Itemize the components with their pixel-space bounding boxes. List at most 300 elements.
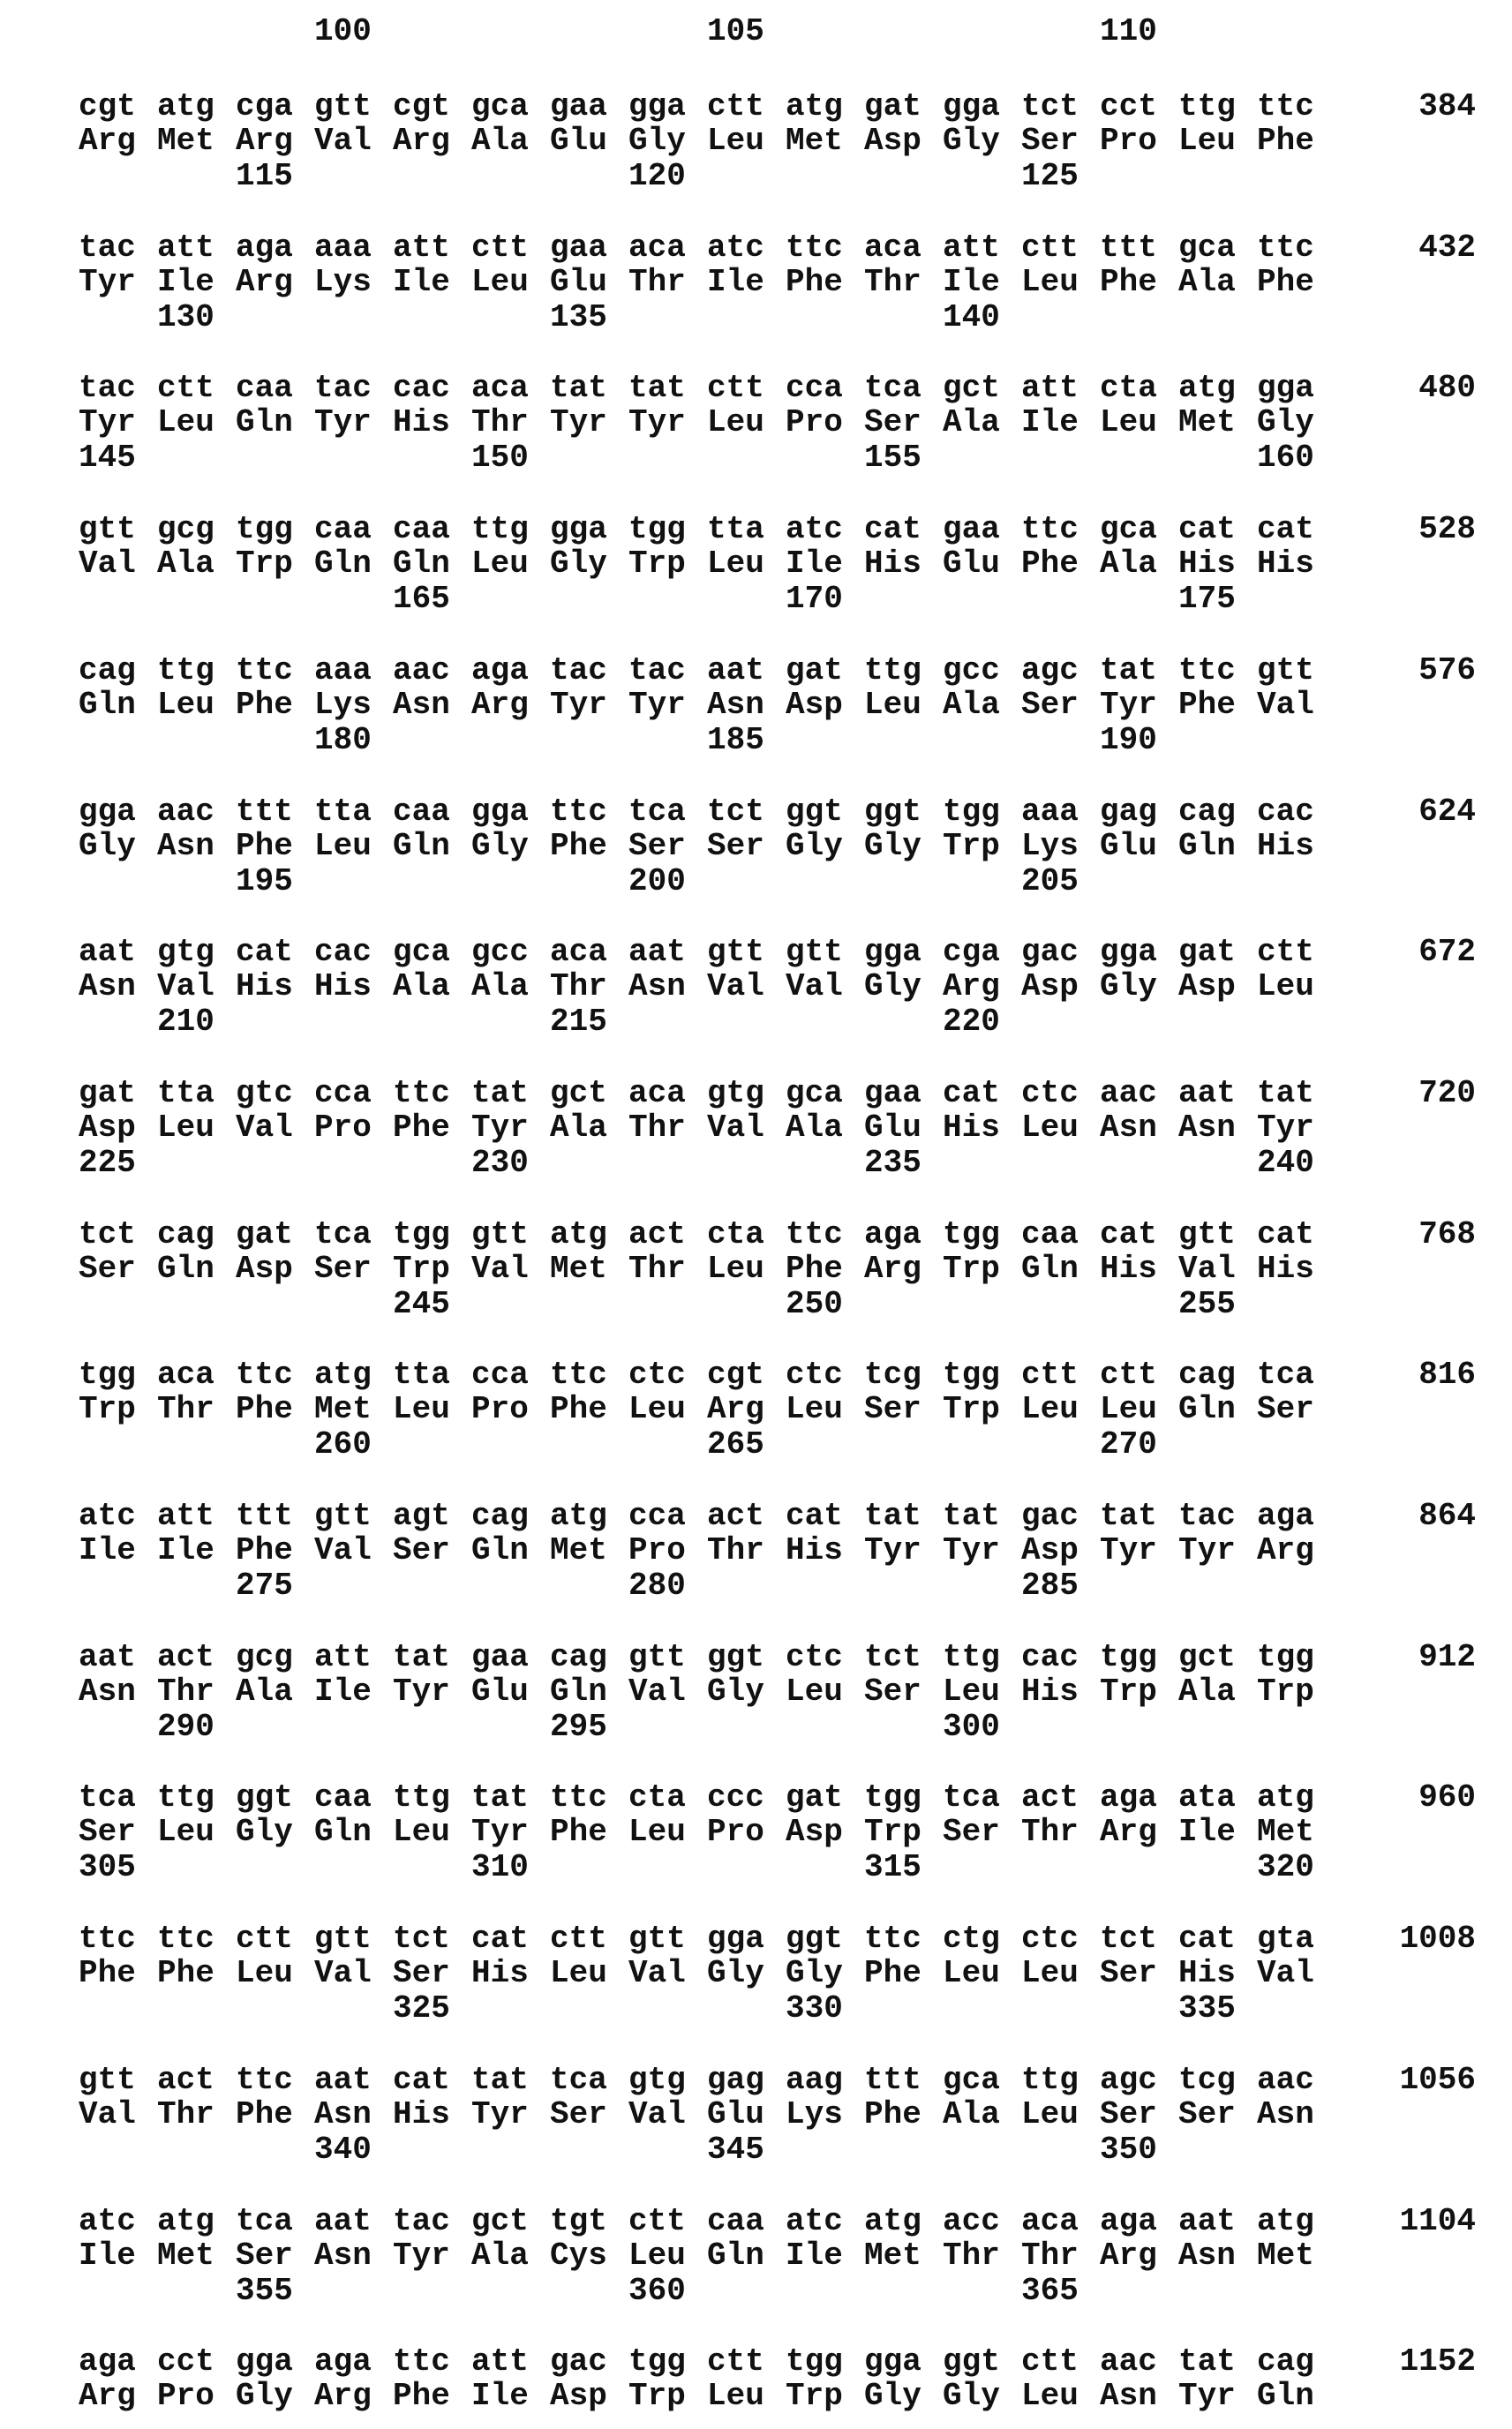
codon: tac (79, 371, 136, 406)
amino-acid: Leu (157, 1815, 214, 1850)
codon: tat (1178, 2344, 1236, 2380)
residue-number: 200 (628, 864, 686, 899)
codon: gca (393, 935, 450, 970)
amino-acid: Val (314, 1533, 372, 1568)
amino-acid: Ala (550, 1110, 607, 1146)
codon: aca (157, 1357, 214, 1393)
codon: gaa (471, 1640, 529, 1675)
amino-acid: Ser (1257, 1392, 1314, 1427)
amino-acid: His (393, 2097, 450, 2132)
codon: cac (314, 935, 372, 970)
amino-acid: Gly (628, 124, 686, 159)
codon: aat (314, 2204, 372, 2239)
amino-acid: Ile (1178, 1815, 1236, 1850)
amino-acid: Leu (1100, 1392, 1157, 1427)
amino-acid: Gly (236, 2379, 293, 2414)
amino-acid: Pro (786, 405, 843, 440)
amino-acid: Ser (236, 2238, 293, 2274)
codon: aac (1100, 1076, 1157, 1111)
amino-acid: Gly (943, 124, 1000, 159)
codon: att (157, 230, 214, 266)
codon: caa (1021, 1217, 1079, 1252)
amino-acid: Asn (1178, 1110, 1236, 1146)
codon: gtt (314, 1921, 372, 1957)
codon: gga (471, 794, 529, 830)
residue-number: 225 (79, 1146, 136, 1181)
codon: ctt (1100, 1357, 1157, 1393)
codon: act (707, 1499, 764, 1534)
codon: att (943, 230, 1000, 266)
amino-acid: Gly (236, 1815, 293, 1850)
amino-acid: Trp (943, 829, 1000, 864)
amino-acid: Arg (1100, 1815, 1157, 1850)
amino-acid: Asn (314, 2097, 372, 2132)
codon: atc (786, 512, 843, 547)
residue-number: 175 (1178, 582, 1236, 617)
amino-acid: Gln (314, 1815, 372, 1850)
residue-number: 155 (864, 440, 921, 476)
codon: cat (1257, 1217, 1314, 1252)
codon: caa (314, 1780, 372, 1816)
amino-acid: Ile (79, 2238, 136, 2274)
amino-acid: Tyr (1178, 2379, 1236, 2414)
amino-acid: Leu (393, 1392, 450, 1427)
amino-acid: Arg (79, 2379, 136, 2414)
codon: gct (550, 1076, 607, 1111)
codon: atg (786, 89, 843, 124)
amino-acid: Phe (157, 1956, 214, 1991)
amino-acid: Phe (1257, 265, 1314, 300)
amino-acid: Met (157, 124, 214, 159)
amino-acid: Tyr (628, 405, 686, 440)
amino-acid: Val (786, 969, 843, 1004)
residue-number: 110 (1100, 14, 1157, 49)
codon: tca (864, 371, 921, 406)
codon: ggt (786, 1921, 843, 1957)
codon: gtg (157, 935, 214, 970)
codon: cat (1257, 512, 1314, 547)
amino-acid: Asp (236, 1252, 293, 1287)
amino-acid: Thr (628, 1110, 686, 1146)
codon: gga (550, 512, 607, 547)
amino-acid: Asp (864, 124, 921, 159)
codon: ttc (157, 1921, 214, 1957)
codon: aca (628, 1076, 686, 1111)
codon: tct (1100, 1921, 1157, 1957)
codon: tat (1100, 1499, 1157, 1534)
codon: att (157, 1499, 214, 1534)
codon: ctt (1021, 1357, 1079, 1393)
nucleotide-position: 720 (1418, 1076, 1476, 1111)
codon: ctt (157, 371, 214, 406)
codon: gca (1100, 512, 1157, 547)
codon: aca (1021, 2204, 1079, 2239)
amino-acid: Leu (393, 1815, 450, 1850)
codon: cat (943, 1076, 1000, 1111)
amino-acid: Trp (236, 546, 293, 582)
amino-acid: Asn (79, 1674, 136, 1710)
amino-acid: Thr (707, 1533, 764, 1568)
amino-acid: Ala (471, 2238, 529, 2274)
amino-acid: Tyr (550, 688, 607, 723)
codon: tta (314, 794, 372, 830)
amino-acid: Gln (550, 1674, 607, 1710)
amino-acid: Ser (864, 1674, 921, 1710)
codon: cac (1257, 794, 1314, 830)
codon: cat (1100, 1217, 1157, 1252)
codon: cga (943, 935, 1000, 970)
codon: cca (471, 1357, 529, 1393)
codon: tgg (943, 794, 1000, 830)
amino-acid: Gly (707, 1956, 764, 1991)
amino-acid: Gln (157, 1252, 214, 1287)
codon: tat (471, 1076, 529, 1111)
amino-acid: Phe (236, 1533, 293, 1568)
amino-acid: Gly (550, 546, 607, 582)
residue-number: 250 (786, 1287, 843, 1322)
amino-acid: Phe (79, 1956, 136, 1991)
codon: gga (943, 89, 1000, 124)
residue-number: 270 (1100, 1427, 1157, 1463)
codon: ctt (1021, 2344, 1079, 2380)
codon: tac (550, 653, 607, 688)
codon: gct (1178, 1640, 1236, 1675)
codon: atc (707, 230, 764, 266)
amino-acid: Leu (1178, 124, 1236, 159)
amino-acid: Gln (79, 688, 136, 723)
codon: ttg (157, 653, 214, 688)
amino-acid: Leu (1021, 1956, 1079, 1991)
codon: gtt (1178, 1217, 1236, 1252)
residue-number: 125 (1021, 159, 1079, 194)
codon: ttt (1100, 230, 1157, 266)
codon: cag (1257, 2344, 1314, 2380)
codon: ctc (628, 1357, 686, 1393)
amino-acid: Ala (943, 2097, 1000, 2132)
nucleotide-position: 1056 (1400, 2063, 1476, 2098)
amino-acid: Val (628, 2097, 686, 2132)
codon: ggt (943, 2344, 1000, 2380)
amino-acid: Asp (79, 1110, 136, 1146)
amino-acid: Ile (79, 1533, 136, 1568)
amino-acid: Ile (943, 265, 1000, 300)
amino-acid: Leu (786, 1674, 843, 1710)
codon: atg (1257, 1780, 1314, 1816)
codon: caa (236, 371, 293, 406)
codon: cat (864, 512, 921, 547)
amino-acid: Gly (471, 829, 529, 864)
amino-acid: Phe (786, 265, 843, 300)
amino-acid: Asn (628, 969, 686, 1004)
codon: cac (1021, 1640, 1079, 1675)
amino-acid: Arg (236, 265, 293, 300)
amino-acid: Asn (1178, 2238, 1236, 2274)
codon: gga (864, 2344, 921, 2380)
amino-acid: Glu (471, 1674, 529, 1710)
codon: tac (393, 2204, 450, 2239)
amino-acid: Met (157, 2238, 214, 2274)
amino-acid: Tyr (314, 405, 372, 440)
nucleotide-position: 864 (1418, 1499, 1476, 1534)
amino-acid: Val (1257, 688, 1314, 723)
amino-acid: Trp (1100, 1674, 1157, 1710)
residue-number: 245 (393, 1287, 450, 1322)
codon: gga (628, 89, 686, 124)
codon: ctt (550, 1921, 607, 1957)
amino-acid: Phe (550, 829, 607, 864)
amino-acid: Gly (864, 829, 921, 864)
amino-acid: Phe (236, 688, 293, 723)
codon: tgg (236, 512, 293, 547)
amino-acid: Asp (1021, 969, 1079, 1004)
codon: tct (864, 1640, 921, 1675)
residue-number: 160 (1257, 440, 1314, 476)
codon: ggt (786, 794, 843, 830)
codon: ttc (786, 1217, 843, 1252)
codon: tct (79, 1217, 136, 1252)
codon: tgg (864, 1780, 921, 1816)
amino-acid: Met (786, 124, 843, 159)
codon: ctg (943, 1921, 1000, 1957)
amino-acid: Thr (943, 2238, 1000, 2274)
codon: ttg (157, 1780, 214, 1816)
amino-acid: Gly (943, 2379, 1000, 2414)
nucleotide-position: 912 (1418, 1640, 1476, 1675)
amino-acid: Tyr (393, 2238, 450, 2274)
amino-acid: Trp (943, 1392, 1000, 1427)
codon: ctc (1021, 1921, 1079, 1957)
amino-acid: Ser (314, 1252, 372, 1287)
amino-acid: Ala (943, 688, 1000, 723)
codon: agc (1100, 2063, 1157, 2098)
codon: gtt (628, 1640, 686, 1675)
codon: cat (786, 1499, 843, 1534)
amino-acid: His (786, 1533, 843, 1568)
amino-acid: Lys (1021, 829, 1079, 864)
amino-acid: Leu (707, 2379, 764, 2414)
residue-number: 180 (314, 723, 372, 758)
amino-acid: Leu (1021, 2379, 1079, 2414)
codon: cag (1178, 794, 1236, 830)
codon: tac (1178, 1499, 1236, 1534)
amino-acid: Glu (864, 1110, 921, 1146)
amino-acid: Asp (1021, 1533, 1079, 1568)
amino-acid: Ala (943, 405, 1000, 440)
amino-acid: Thr (1021, 1815, 1079, 1850)
codon: aac (393, 653, 450, 688)
amino-acid: Val (157, 969, 214, 1004)
codon: ctt (1021, 230, 1079, 266)
codon: cag (157, 1217, 214, 1252)
amino-acid: Lys (786, 2097, 843, 2132)
amino-acid: Gln (1178, 1392, 1236, 1427)
codon: aca (864, 230, 921, 266)
residue-number: 195 (236, 864, 293, 899)
codon: ctt (707, 89, 764, 124)
residue-number: 255 (1178, 1287, 1236, 1322)
amino-acid: His (1021, 1674, 1079, 1710)
codon: atg (864, 2204, 921, 2239)
codon: atg (550, 1217, 607, 1252)
amino-acid: Tyr (471, 1110, 529, 1146)
amino-acid: Leu (707, 405, 764, 440)
amino-acid: Met (314, 1392, 372, 1427)
nucleotide-position: 528 (1418, 512, 1476, 547)
codon: ctt (707, 2344, 764, 2380)
codon: aga (471, 653, 529, 688)
codon: gag (1100, 794, 1157, 830)
codon: ttc (786, 230, 843, 266)
amino-acid: Ser (1021, 124, 1079, 159)
residue-number: 260 (314, 1427, 372, 1463)
amino-acid: Thr (628, 265, 686, 300)
amino-acid: Gln (1178, 829, 1236, 864)
amino-acid: Ile (786, 546, 843, 582)
codon: tgg (628, 512, 686, 547)
residue-number: 285 (1021, 1568, 1079, 1604)
codon: aac (1257, 2063, 1314, 2098)
codon: cac (393, 371, 450, 406)
amino-acid: Tyr (471, 1815, 529, 1850)
amino-acid: Leu (1257, 969, 1314, 1004)
codon: gat (236, 1217, 293, 1252)
amino-acid: Val (707, 1110, 764, 1146)
codon: gcc (943, 653, 1000, 688)
amino-acid: Tyr (628, 688, 686, 723)
amino-acid: Leu (1021, 265, 1079, 300)
residue-number: 315 (864, 1850, 921, 1885)
codon: gta (1257, 1921, 1314, 1957)
amino-acid: Gly (864, 969, 921, 1004)
amino-acid: Leu (628, 1815, 686, 1850)
codon: ttg (393, 1780, 450, 1816)
amino-acid: Tyr (1100, 1533, 1157, 1568)
codon: cag (1178, 1357, 1236, 1393)
amino-acid: Phe (1178, 688, 1236, 723)
codon: gga (864, 935, 921, 970)
nucleotide-position: 960 (1418, 1780, 1476, 1816)
amino-acid: Met (1178, 405, 1236, 440)
amino-acid: Leu (471, 265, 529, 300)
codon: cat (393, 2063, 450, 2098)
amino-acid: Tyr (79, 405, 136, 440)
amino-acid: Phe (393, 2379, 450, 2414)
amino-acid: Val (236, 1110, 293, 1146)
residue-number: 365 (1021, 2274, 1079, 2309)
codon: aga (314, 2344, 372, 2380)
amino-acid: Gly (786, 829, 843, 864)
amino-acid: Ser (1100, 2097, 1157, 2132)
codon: ttt (236, 1499, 293, 1534)
amino-acid: Asp (786, 1815, 843, 1850)
codon: acc (943, 2204, 1000, 2239)
codon: gcg (157, 512, 214, 547)
codon: aca (550, 935, 607, 970)
residue-number: 280 (628, 1568, 686, 1604)
codon: atc (786, 2204, 843, 2239)
amino-acid: Asn (314, 2238, 372, 2274)
codon: ttc (236, 1357, 293, 1393)
amino-acid: Gly (786, 1956, 843, 1991)
codon: tat (943, 1499, 1000, 1534)
amino-acid: His (1178, 1956, 1236, 1991)
amino-acid: Ala (1178, 265, 1236, 300)
amino-acid: Ile (393, 265, 450, 300)
amino-acid: Pro (707, 1815, 764, 1850)
codon: aac (1100, 2344, 1157, 2380)
amino-acid: Glu (943, 546, 1000, 582)
amino-acid: Met (550, 1533, 607, 1568)
amino-acid: Leu (707, 546, 764, 582)
amino-acid: Ile (157, 265, 214, 300)
codon: caa (707, 2204, 764, 2239)
amino-acid: Tyr (393, 1674, 450, 1710)
codon: aga (236, 230, 293, 266)
nucleotide-position: 432 (1418, 230, 1476, 266)
amino-acid: Trp (393, 1252, 450, 1287)
amino-acid: Ala (393, 969, 450, 1004)
residue-number: 215 (550, 1004, 607, 1040)
amino-acid: His (1178, 546, 1236, 582)
amino-acid: Arg (1100, 2238, 1157, 2274)
residue-number: 185 (707, 723, 764, 758)
residue-number: 165 (393, 582, 450, 617)
amino-acid: His (1257, 546, 1314, 582)
amino-acid: Trp (628, 2379, 686, 2414)
amino-acid: Ser (1021, 688, 1079, 723)
codon: atc (79, 2204, 136, 2239)
codon: cca (314, 1076, 372, 1111)
amino-acid: Gln (314, 546, 372, 582)
codon: aat (628, 935, 686, 970)
codon: cat (1178, 1921, 1236, 1957)
codon: ttg (864, 653, 921, 688)
amino-acid: Lys (314, 688, 372, 723)
codon: gtt (79, 512, 136, 547)
residue-number: 355 (236, 2274, 293, 2309)
residue-number: 325 (393, 1991, 450, 2027)
codon: tta (157, 1076, 214, 1111)
amino-acid: Met (864, 2238, 921, 2274)
amino-acid: Thr (157, 1674, 214, 1710)
codon: tcg (1178, 2063, 1236, 2098)
amino-acid: Ser (1100, 1956, 1157, 1991)
codon: gga (707, 1921, 764, 1957)
amino-acid: Arg (79, 124, 136, 159)
amino-acid: Lys (314, 265, 372, 300)
amino-acid: Gln (236, 405, 293, 440)
codon: att (1021, 371, 1079, 406)
residue-number: 290 (157, 1710, 214, 1745)
codon: aat (79, 935, 136, 970)
amino-acid: Asp (1178, 969, 1236, 1004)
amino-acid: Ser (393, 1956, 450, 1991)
codon: ttt (864, 2063, 921, 2098)
codon: gtt (707, 935, 764, 970)
codon: cag (79, 653, 136, 688)
amino-acid: Arg (864, 1252, 921, 1287)
amino-acid: Val (1178, 1252, 1236, 1287)
codon: act (157, 1640, 214, 1675)
codon: ctc (1021, 1076, 1079, 1111)
codon: ttc (236, 653, 293, 688)
codon: caa (393, 794, 450, 830)
residue-number: 240 (1257, 1146, 1314, 1181)
amino-acid: Phe (864, 1956, 921, 1991)
codon: ttc (1021, 512, 1079, 547)
amino-acid: Tyr (1178, 1533, 1236, 1568)
amino-acid: His (314, 969, 372, 1004)
